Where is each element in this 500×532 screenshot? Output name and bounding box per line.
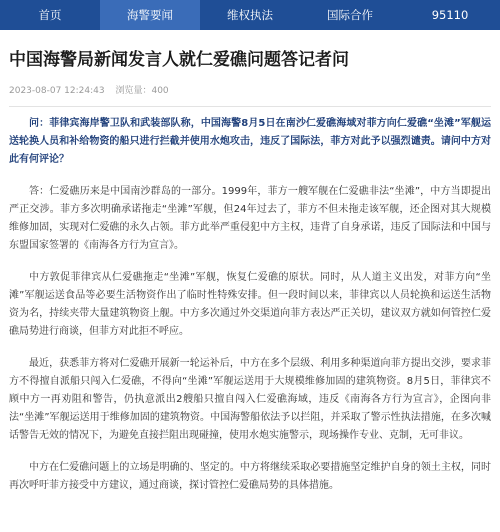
nav-item-home[interactable]: 首页 bbox=[38, 8, 62, 22]
nav-item-international[interactable]: 国际合作 bbox=[327, 8, 373, 22]
views-count: 400 bbox=[151, 86, 169, 96]
nav-item-law-enforcement[interactable]: 维权执法 bbox=[227, 8, 273, 22]
body-paragraph: 中方敦促菲律宾从仁爱礁拖走“坐滩”军舰，恢复仁爱礁的原状。同时，从人道主义出发，对菲方向“坐滩”军舰运送食品等必要生活物资作出了临时性特殊安排。但一段时间以来，菲律宾以人员轮换和运送生活物资为名，持续夹带大量建筑物资上舰。中方多次通过外交渠道向菲方表达严正关切，建议双方就如何管控仁爱礁局势进行商谈，但菲方对此拒不呼应。 bbox=[9, 272, 491, 337]
answer-paragraph: 答：仁爱礁历来是中国南沙群岛的一部分。1999年，菲方一艘军舰在仁爱礁非法“坐滩”，中方当即提出严正交涉。菲方多次明确承诺拖走“坐滩”军舰，但24年过去了，菲方不但未拖走该军舰，还企图对其大规模维修加固，实现对仁爱礁的永久占领。菲方此举严重侵犯中方主权，违背了自身承诺，违反了国际法和中国与东盟国家签署的《南海各方行为宣言》。 bbox=[9, 186, 491, 251]
article-container bbox=[0, 48, 500, 495]
nav-item-news[interactable]: 海警要闻 bbox=[100, 0, 200, 30]
nav-item-hotline[interactable]: 95110 bbox=[431, 8, 469, 22]
top-nav bbox=[0, 0, 500, 30]
views-label: 浏览量： bbox=[115, 86, 152, 96]
question-paragraph: 问：菲律宾海岸警卫队和武装部队称，中国海警8月5日在南沙仁爱礁海域对菲方向仁爱礁“坐滩”军舰运送轮换人员和补给物资的船只进行拦截并使用水炮攻击，违反了国际法，菲方对此予以强烈谴责。请问中方对此有何评论？ bbox=[9, 118, 491, 165]
divider bbox=[9, 106, 491, 107]
body-paragraph: 最近，获悉菲方将对仁爱礁开展新一轮运补后，中方在多个层级、利用多种渠道向菲方提出交涉，要求菲方不得擅自派船只闯入仁爱礁，不得向“坐滩”军舰运送用于大规模维修加固的建筑物资。8月5日，菲律宾不顾中方一再劝阻和警告，仍执意派出2艘船只擅自闯入仁爱礁海域，违反《南海各方行为宣言》，企图向非法“坐滩”军舰运送用于维修加固的建筑物资。中国海警船依法予以拦阻，并采取了警示性执法措施，在多次喊话警告无效的情况下，为避免直接拦阻出现碰撞，使用水炮实施警示，现场操作专业、克制，无可非议。 bbox=[9, 358, 491, 441]
article-meta bbox=[9, 84, 491, 98]
body-paragraph: 中方在仁爱礁问题上的立场是明确的、坚定的。中方将继续采取必要措施坚定维护自身的领土主权，同时再次呼吁菲方接受中方建议，通过商谈，探讨管控仁爱礁局势的具体措施。 bbox=[9, 462, 491, 491]
article-body bbox=[9, 115, 491, 495]
article-title: 中国海警局新闻发言人就仁爱礁问题答记者问 bbox=[9, 50, 349, 70]
publish-date: 2023-08-07 12:24:43 bbox=[9, 86, 105, 96]
